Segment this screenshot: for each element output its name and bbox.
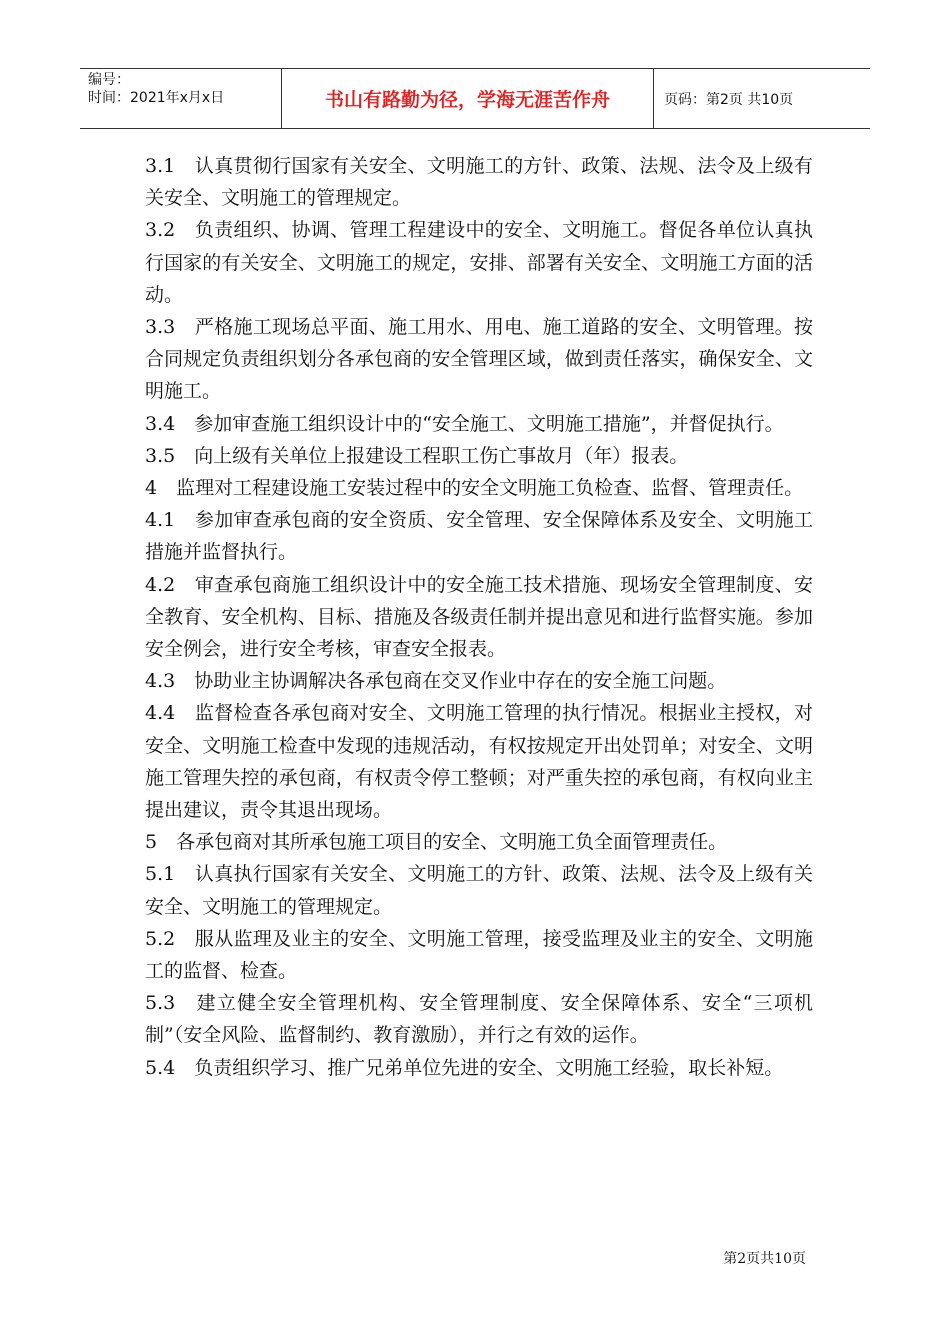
paragraph-3-1: 3.1 认真贯彻行国家有关安全、文明施工的方针、政策、法规、法令及上级有关安全、文明施工的管理规定。 bbox=[145, 155, 813, 210]
paragraph-5-1: 5.1 认真执行国家有关安全、文明施工的方针、政策、法规、法令及上级有关安全、文明施工的管理规定。 bbox=[145, 863, 813, 918]
paragraph-4-1: 4.1 参加审查承包商的安全资质、安全管理、安全保障体系及安全、文明施工措施并监督执行。 bbox=[145, 509, 813, 564]
page-footer: 第2页共10页 bbox=[723, 1251, 806, 1267]
page-header bbox=[80, 68, 870, 129]
paragraph-3-3: 3.3 严格施工现场总平面、施工用水、用电、施工道路的安全、文明管理。按合同规定负责组织划分各承包商的安全管理区域，做到责任落实，确保安全、文明施工。 bbox=[145, 316, 813, 403]
paragraph-4-3: 4.3 协助业主协调解决各承包商在交叉作业中存在的安全施工问题。 bbox=[145, 670, 727, 693]
paragraph-3-5: 3.5 向上级有关单位上报建设工程职工伤亡事故月（年）报表。 bbox=[145, 444, 689, 467]
paragraph-5: 5 各承包商对其所承包施工项目的安全、文明施工负全面管理责任。 bbox=[145, 831, 728, 854]
paragraph-3-2: 3.2 负责组织、协调、管理工程建设中的安全、文明施工。督促各单位认真执行国家的有关安全、文明施工的规定，安排、部署有关安全、文明施工方面的活动。 bbox=[145, 219, 813, 306]
paragraph-4: 4 监理对工程建设施工安装过程中的安全文明施工负检查、监督、管理责任。 bbox=[145, 477, 804, 500]
document-number-label: 编号： bbox=[88, 72, 130, 88]
paragraph-5-3: 5.3 建立健全安全管理机构、安全管理制度、安全保障体系、安全“三项机制”（安全风险、监督制约、教育激励），并行之有效的运作。 bbox=[145, 992, 813, 1047]
paragraph-5-4: 5.4 负责组织学习、推广兄弟单位先进的安全、文明施工经验，取长补短。 bbox=[145, 1056, 784, 1079]
header-meta bbox=[80, 69, 282, 128]
header-page-info: 页码：第2页 共10页 bbox=[664, 91, 794, 108]
document-time-label: 时间：2021年x月x日 bbox=[88, 90, 225, 106]
paragraph-4-4: 4.4 监督检查各承包商对安全、文明施工管理的执行情况。根据业主授权，对安全、文明施工检查中发现的违规活动，有权按规定开出处罚单；对安全、文明施工管理失控的承包商，有权责令停工整顿；对严重失控的承包商，有权向业主提出建议，责令其退出现场。 bbox=[145, 702, 813, 822]
paragraph-3-4: 3.4 参加审查施工组织设计中的“安全施工、文明施工措施”，并督促执行。 bbox=[145, 412, 784, 435]
paragraph-4-2: 4.2 审查承包商施工组织设计中的安全施工技术措施、现场安全管理制度、安全教育、安全机构、目标、措施及各级责任制并提出意见和进行监督实施。参加安全例会，进行安全考核，审查安全报表。 bbox=[145, 573, 813, 661]
paragraph-5-2: 5.2 服从监理及业主的安全、文明施工管理，接受监理及业主的安全、文明施工的监督、检查。 bbox=[145, 927, 813, 983]
header-motto: 书山有路勤为径，学海无涯苦作舟 bbox=[282, 69, 654, 128]
document-body bbox=[145, 150, 813, 1084]
